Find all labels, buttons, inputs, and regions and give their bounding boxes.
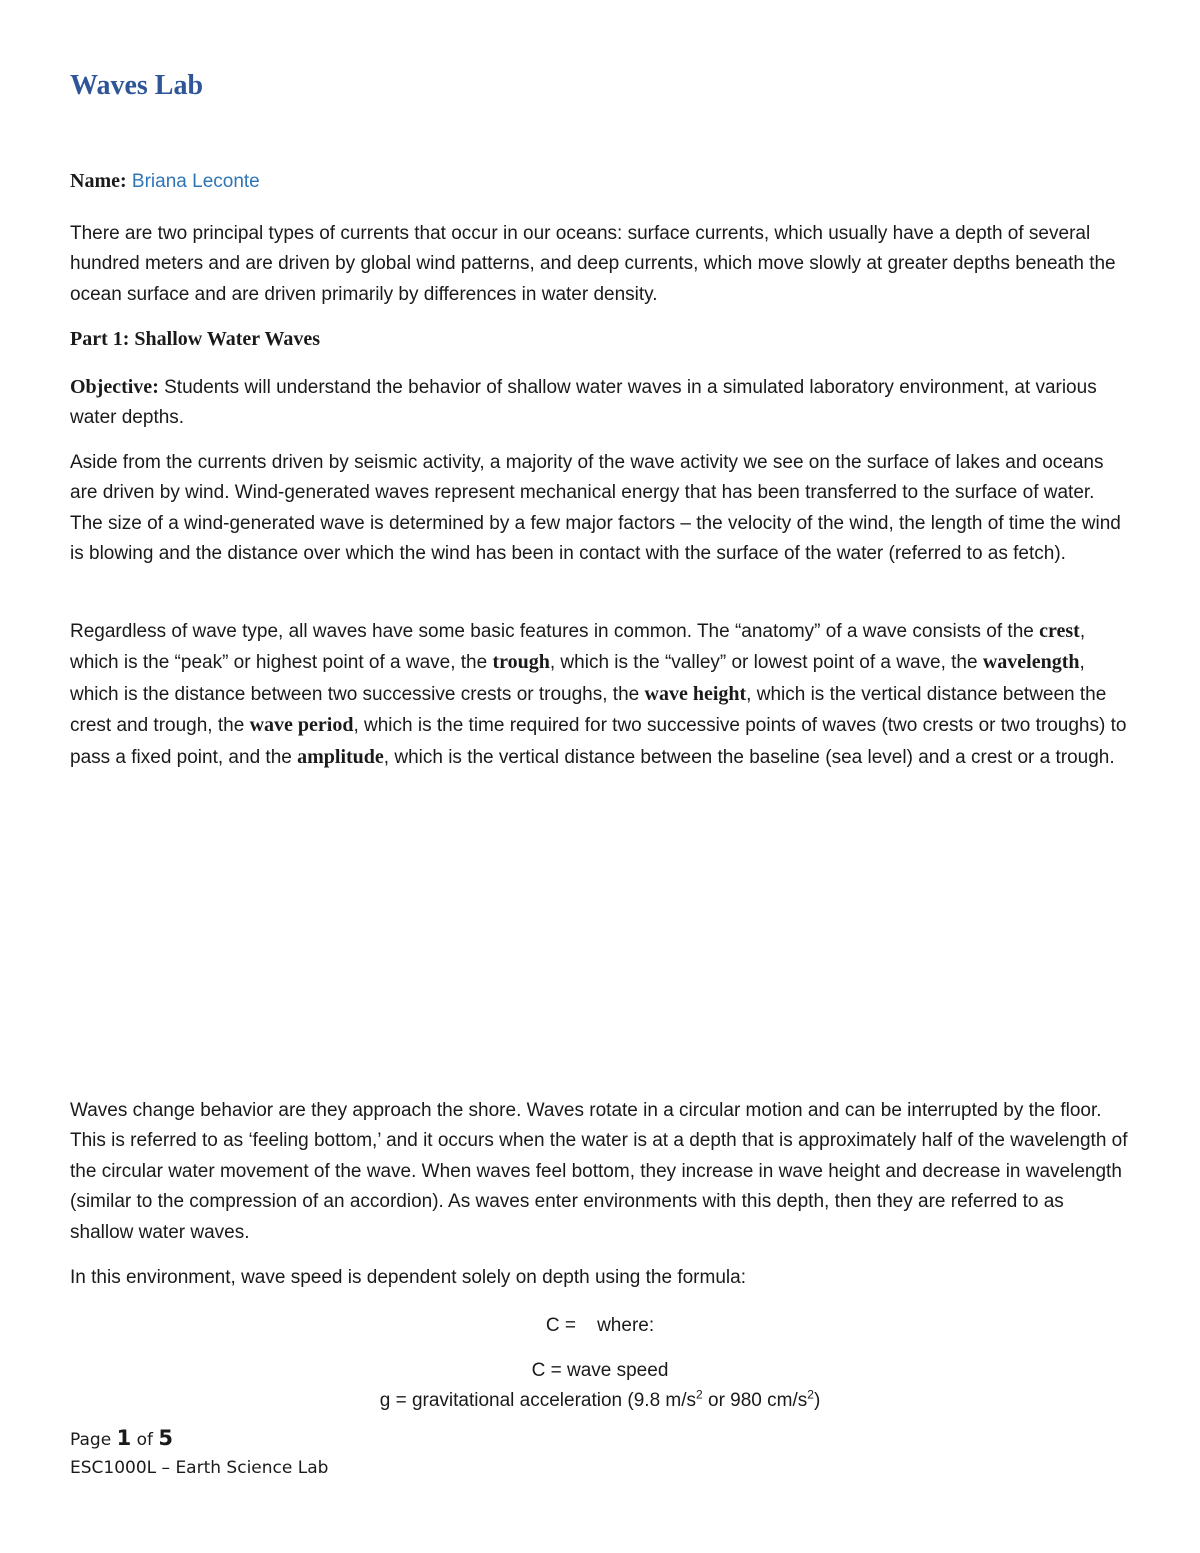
def-g-exponent-1: 2 [696, 1387, 703, 1402]
definition-c: C = wave speed [531, 1360, 669, 1381]
anatomy-text-5: , which is the vertical distance between the crest and trough, the [70, 683, 1107, 737]
anatomy-text-6: , which is the time required for two successive points of waves (two crests or two troughs) to pass a fixed point, and the [70, 715, 1127, 768]
wind-paragraph: Aside from the currents driven by seismic activity, a majority of the wave activity we see on the surface of lakes and oceans are driven by wind. Wind-generated waves represent mechanical energy that has been transferred to the surface of water. The size of a wind-generated wave is determined by a few major factors – the velocity of the wind, the length of time the wind is blowing and the distance over which the wind has been in contact with the surface of the water (referred to as fetch). [70, 452, 1121, 565]
anatomy-text-7: , which is the vertical distance between the baseline (sea level) and a crest or a trough. [383, 746, 1115, 768]
student-name: Briana Leconte [131, 171, 260, 192]
name-label: Name: [70, 170, 127, 192]
intro-paragraph: There are two principal types of currents that occur in our oceans: surface currents, which usually have a depth of several hundred meters and are driven by global wind patterns, and deep currents, which move slowly at greater depths beneath the ocean surface and are driven primarily by differences in water density. [70, 223, 1116, 305]
part1-heading [70, 324, 1130, 355]
objective-label: Objective: [70, 376, 159, 398]
of-word: of [131, 1430, 159, 1450]
term-wave-height: wave height [644, 682, 747, 705]
name-line [70, 166, 260, 197]
def-g-end: ) [813, 1390, 821, 1411]
def-g-mid: or 980 cm/s [702, 1390, 808, 1411]
term-amplitude: amplitude [297, 745, 384, 768]
term-wave-period: wave period [249, 714, 354, 737]
def-g-text: g = gravitational acceleration (9.8 m/s [379, 1390, 697, 1411]
current-page-number: 1 [116, 1426, 132, 1450]
document-title: Waves Lab [70, 70, 204, 101]
part1-heading-text: Part 1: Shallow Water Waves [70, 328, 320, 350]
formula-intro: In this environment, wave speed is dependent solely on depth using the formula: [70, 1267, 746, 1288]
anatomy-text-3: , which is the “valley” or lowest point of a wave, the [549, 652, 983, 674]
objective-paragraph [70, 372, 1130, 434]
total-pages-number: 5 [158, 1426, 174, 1450]
term-wavelength: wavelength [982, 651, 1080, 674]
anatomy-text-2: , which is the “peak” or highest point of a wave, the [70, 621, 1086, 674]
page-counter [70, 1426, 173, 1450]
page-word: Page [70, 1430, 117, 1450]
course-footer: ESC1000L – Earth Science Lab [70, 1458, 329, 1478]
objective-text: Students will understand the behavior of shallow water waves in a simulated laboratory environment, at various water depths. [70, 377, 1097, 429]
formula-line: C = where: [545, 1315, 655, 1336]
shore-paragraph: Waves change behavior are they approach the shore. Waves rotate in a circular motion and can be interrupted by the floor. This is referred to as ‘feeling bottom,’ and it occurs when the water is at a depth that is approximately half of the wavelength of the circular water movement of the wave. When waves feel bottom, they increase in wave height and decrease in wavelength (similar to the compression of an accordion). As waves enter environments with this depth, then they are referred to as shallow water waves. [70, 1100, 1128, 1243]
definition-g [70, 1386, 1130, 1416]
term-trough: trough [492, 651, 550, 674]
anatomy-text-1: Regardless of wave type, all waves have some basic features in common. The “anatomy” of a wave consists of the [70, 621, 1040, 642]
def-g-exponent-2: 2 [807, 1387, 814, 1402]
anatomy-paragraph [70, 616, 1130, 773]
term-crest: crest [1039, 620, 1080, 642]
anatomy-text-4: , which is the distance between two successive crests or troughs, the [70, 652, 1085, 705]
